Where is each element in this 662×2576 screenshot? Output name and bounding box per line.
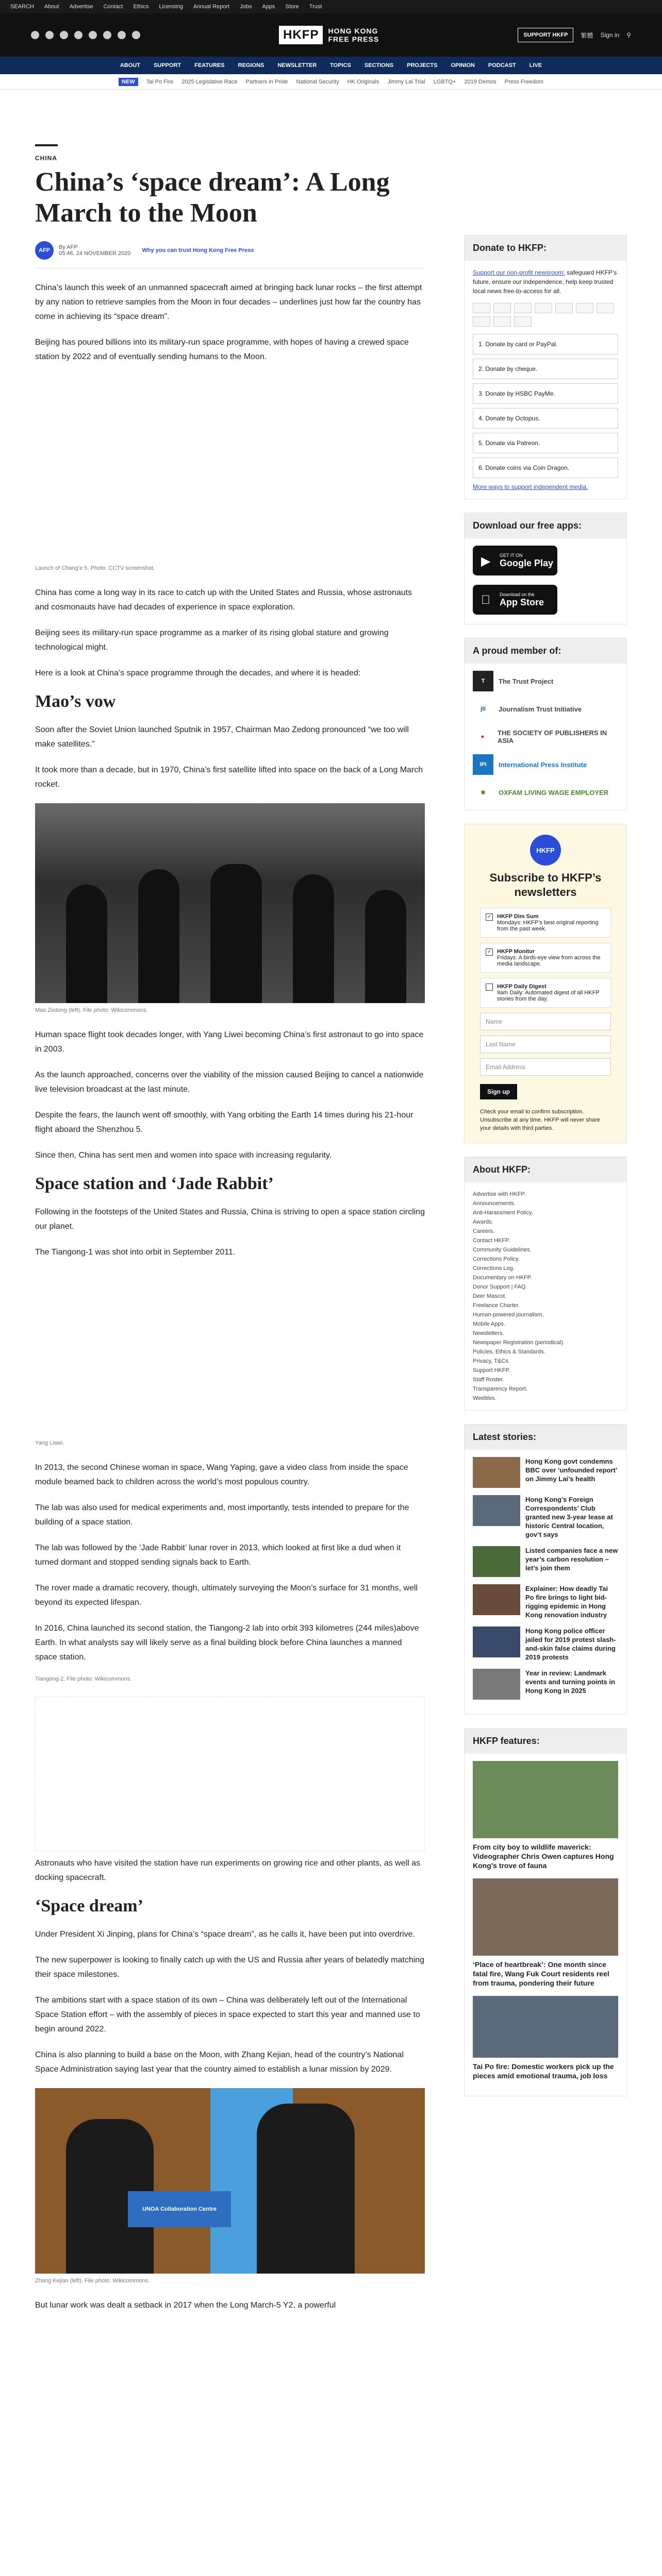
image-caption: Tiangong-2. File photo: Wikicommons.	[35, 1676, 132, 1682]
payment-logos	[473, 303, 618, 327]
story-thumbnail	[473, 1546, 520, 1577]
feature-story[interactable]: Tai Po fire: Domestic workers pick up the pieces amid emotional trauma, job loss	[473, 1996, 618, 2080]
newsletter-widget	[464, 824, 627, 1143]
section-heading: ‘Space dream’	[35, 1896, 143, 1916]
video-embed[interactable]	[35, 376, 425, 561]
article-category[interactable]: CHINA	[35, 155, 57, 162]
about-link[interactable]: Human-powered journalism.	[473, 1312, 544, 1318]
paragraph: Beijing has poured billions into its military-run space programme, with hopes of having a crewed space station by 2022 and of eventually sending humans to the Moon.	[35, 338, 409, 361]
nav-podcast[interactable]: PODCAST	[488, 62, 516, 69]
about-link[interactable]: Newsletters.	[473, 1330, 504, 1336]
topbar-ethics[interactable]: Ethics	[133, 4, 149, 10]
trending-link[interactable]: 2025 Legislative Race	[181, 78, 238, 85]
trending-link[interactable]: LGBTQ+	[433, 78, 456, 85]
about-link[interactable]: Careers.	[473, 1228, 495, 1234]
about-link[interactable]: Corrections Policy.	[473, 1256, 520, 1262]
trending-link[interactable]: Tai Po Fire	[146, 78, 174, 85]
story-thumbnail	[473, 1457, 520, 1488]
about-link[interactable]: Policies, Ethics & Standards.	[473, 1349, 545, 1355]
support-button[interactable]: SUPPORT HKFP	[518, 28, 573, 42]
image-caption: Mao Zedong (left). File photo: Wikicommons.	[35, 1007, 148, 1013]
logo-mark: HKFP	[279, 26, 323, 44]
features-widget	[464, 1728, 627, 2096]
top-utility-bar	[0, 0, 662, 13]
donate-intro: Support our non-profit newsroom: safeguard HKFP’s future, ensure our independence, help keep trusted local news free-to-access for all.	[473, 269, 617, 295]
nav-newsletter[interactable]: NEWSLETTER	[277, 62, 317, 69]
topbar-apps[interactable]: Apps	[262, 4, 275, 10]
mao-photo	[35, 803, 425, 1003]
topbar-about[interactable]: About	[44, 4, 59, 10]
about-link[interactable]: Contact HKFP.	[473, 1238, 510, 1244]
about-widget	[464, 1157, 627, 1411]
trending-bar	[0, 74, 662, 90]
about-link[interactable]: Community Guidelines.	[473, 1247, 532, 1253]
trending-link[interactable]: HK Originals	[347, 78, 379, 85]
newsletter-option-dim-sum[interactable]: ✓ HKFP Dim Sum Mondays: HKFP’s best original reporting from the past week.	[480, 908, 611, 938]
nav-support[interactable]: SUPPORT	[153, 62, 181, 69]
donate-title: Donate to HKFP:	[465, 235, 626, 261]
about-link[interactable]: Donor Support | FAQ.	[473, 1284, 527, 1290]
topbar-contact[interactable]: Contact	[103, 4, 123, 10]
story-thumbnail	[473, 1584, 520, 1615]
paragraph: Under President Xi Jinping, plans for China’s “space dream”, as he calls it, have been put into overdrive.	[35, 1930, 415, 1939]
feature-thumbnail	[473, 1878, 618, 1956]
paragraph: It took more than a decade, but in 1970, China’s first satellite lifted into space on the back of a Long March rocket.	[35, 766, 423, 789]
latest-story[interactable]: Hong Kong’s Foreign Correspondents’ Club granted new 3-year lease at historic Central location, gov’t says	[473, 1495, 618, 1539]
paragraph: Human space flight took decades longer, with Yang Liwei becoming China’s first astronaut to go into space in 2003.	[35, 1030, 424, 1054]
trust-project-logo[interactable]: T The Trust Project	[473, 671, 618, 691]
about-list	[465, 1182, 626, 1410]
paragraph: But lunar work was dealt a setback in 2017 when the Long March-5 Y2, a powerful	[35, 2301, 336, 2310]
newsletter-option-monitor[interactable]: ✓ HKFP Monitor Fridays: A birds-eye view from across the media landscape.	[480, 943, 611, 973]
rss-icon[interactable]	[132, 31, 140, 39]
latest-story[interactable]: Hong Kong police officer jailed for 2019 protest slash-and-skin false claims during 2019 protests	[473, 1626, 618, 1662]
latest-story[interactable]: Year in review: Landmark events and turning points in Hong Kong in 2025	[473, 1669, 618, 1700]
paragraph: China’s launch this week of an unmanned spacecraft aimed at bringing back lunar rocks – the first attempt by any nation to retrieve samples from the Moon in four decades – underlines just how far the country has come in achieving its “space dream”.	[35, 283, 422, 321]
paragraph: China has come a long way in its race to catch up with the United States and Russia, whose astronauts and cosmonauts have had decades of experience in space exploration.	[35, 588, 412, 612]
author-avatar: AFP	[35, 241, 54, 260]
section-heading: Space station and ‘Jade Rabbit’	[35, 1174, 274, 1193]
logo-text: HONG KONG FREE PRESS	[328, 27, 379, 43]
about-link[interactable]: Documentary on HKFP.	[473, 1275, 532, 1281]
about-link[interactable]: Weebles.	[473, 1395, 496, 1401]
nav-sections[interactable]: SECTIONS	[364, 62, 394, 69]
header-actions	[518, 28, 631, 42]
trending-link[interactable]: Partners in Pride	[245, 78, 288, 85]
paragraph: Here is a look at China’s space programme through the decades, and where it is headed:	[35, 669, 361, 677]
youtube-icon[interactable]	[74, 31, 82, 39]
donate-option[interactable]: 1. Donate by card or PayPal.	[473, 334, 618, 354]
newsletter-title: Subscribe to HKFP’s newsletters	[489, 871, 602, 899]
coin-icon	[514, 316, 532, 327]
unionpay-icon	[555, 303, 573, 313]
newsletter-option-daily-digest[interactable]: HKFP Daily Digest 9am Daily: Automated digest of all HKFP stories from the day.	[480, 978, 611, 1008]
embedded-content	[35, 1697, 425, 1851]
google-play-button[interactable]: ▶ GET IT ON Google Play	[473, 546, 557, 575]
main-navigation	[0, 57, 662, 74]
article-title: China’s ‘space dream’: A Long March to the Moon	[35, 167, 390, 228]
story-thumbnail	[473, 1495, 520, 1526]
new-badge: NEW	[119, 78, 138, 86]
about-link[interactable]: Support HKFP.	[473, 1367, 510, 1374]
about-link[interactable]: Corrections Log.	[473, 1265, 515, 1272]
nav-features[interactable]: FEATURES	[194, 62, 225, 69]
trending-link[interactable]: Jimmy Lai Trial	[387, 78, 425, 85]
paragraph: The rover made a dramatic recovery, though, ultimately surveying the Moon’s surface for 31 months, well beyond its expected lifespan.	[35, 1584, 418, 1607]
paragraph: The new superpower is looking to finally catch up with the US and Russia after years of belatedly matching their space milestones.	[35, 1956, 425, 1979]
paragraph: As the launch approached, concerns over the viability of the mission caused Beijing to cancel a nationwide live television broadcast at the last minute.	[35, 1071, 424, 1094]
nav-opinion[interactable]: OPINION	[451, 62, 475, 69]
patreon-icon	[493, 316, 511, 327]
checkbox-checked-icon[interactable]: ✓	[486, 913, 493, 921]
paypal-icon	[535, 303, 552, 313]
collaboration-board: UNOA Collaboration Centre	[128, 2191, 231, 2227]
paragraph: The Tiangong-1 was shot into orbit in September 2011.	[35, 1248, 236, 1257]
visa-icon	[493, 303, 511, 313]
features-title: HKFP features:	[465, 1728, 626, 1754]
trust-link[interactable]: Why you can trust Hong Kong Free Press	[142, 247, 254, 253]
search-icon[interactable]: ⚲	[626, 31, 631, 39]
latest-story[interactable]: Listed companies face a new year’s carbon resolution – let’s join them	[473, 1546, 618, 1577]
image-caption: Launch of Chang’e 5. Photo: CCTV screenshot.	[35, 565, 155, 571]
donate-option[interactable]: 6. Donate coins via Coin Dragon.	[473, 457, 618, 478]
topbar-trust[interactable]: Trust	[309, 4, 322, 10]
jti-logo[interactable]: jti Journalism Trust Initiative	[481, 705, 582, 713]
feature-story[interactable]: From city boy to wildlife maverick: Videographer Chris Owen captures Hong Kong’s trove of fauna	[473, 1761, 618, 1870]
image-caption: Zhang Kejian (left). File photo: Wikicommons.	[35, 2278, 150, 2284]
paragraph: Despite the fears, the launch went off smoothly, with Yang orbiting the Earth 14 times during his 21-hour flight aboard the Shenzhou 5.	[35, 1111, 413, 1134]
about-link[interactable]: Announcements.	[473, 1200, 516, 1207]
instagram-icon[interactable]	[60, 31, 68, 39]
publish-date: 05:46, 24 NOVEMBER 2020	[59, 250, 131, 257]
feature-story[interactable]: ‘Place of heartbreak’: One month since fatal fire, Wang Fuk Court residents reel from trauma, pondering their future	[473, 1878, 618, 1988]
paragraph: The lab was also used for medical experiments and, most importantly, tests intended to prepare for the building of a space station.	[35, 1503, 409, 1527]
apple-icon	[481, 593, 490, 607]
paragraph: In 2016, China launched its second station, the Tiangong-2 lab into orbit 393 kilometres (244 miles)above Earth. In what analysts say will likely serve as a final building block before China launches a manned space station.	[35, 1624, 419, 1662]
site-header	[0, 13, 662, 57]
newsletter-logo: HKFP	[530, 835, 561, 866]
paragraph: The ambitions start with a space station of its own – China was deliberately left out of the International Space Station effort – with the assembly of pieces in space expected to start this year and manned use to begin around 2022.	[35, 1996, 420, 2033]
jcb-icon	[576, 303, 593, 313]
donate-option[interactable]: 2. Donate by cheque.	[473, 359, 618, 379]
byline	[35, 241, 425, 268]
name-field[interactable]: Name	[480, 1013, 611, 1030]
signin-link[interactable]: Sign in	[600, 31, 620, 39]
article	[35, 144, 425, 2324]
trending-link[interactable]: 2019 Demos	[464, 78, 496, 85]
octopus-icon	[473, 316, 490, 327]
feature-thumbnail	[473, 1761, 618, 1838]
paragraph: Since then, China has sent men and women into space with increasing regularity.	[35, 1151, 332, 1160]
about-link[interactable]: Newspaper Registration (periodical).	[473, 1340, 565, 1346]
paragraph: The lab was followed by the ‘Jade Rabbit’ lunar rover in 2013, which looked at first like a dud when it turned dormant and stopped sending signals back to Earth.	[35, 1544, 401, 1567]
donate-intro-link[interactable]: Support our non-profit newsroom:	[473, 269, 565, 276]
about-link[interactable]: Deer Mascot.	[473, 1293, 507, 1299]
topbar-annual-report[interactable]: Annual Report	[193, 4, 230, 10]
yang-liwei-image	[35, 1271, 425, 1436]
apps-widget	[464, 513, 627, 624]
donate-option[interactable]: 4. Donate by Octopus.	[473, 408, 618, 429]
apps-title: Download our free apps:	[465, 513, 626, 538]
facebook-icon[interactable]	[31, 31, 39, 39]
checkbox-icon[interactable]	[486, 984, 493, 991]
about-link[interactable]: Advertise with HKFP.	[473, 1191, 526, 1197]
newsletter-note: Check your email to confirm subscription. Unsubscribe at any time. HKFP will never share your details with third parties.	[480, 1109, 600, 1131]
about-link[interactable]: Privacy, T&Cs.	[473, 1358, 510, 1364]
language-toggle[interactable]: 繁體	[581, 31, 593, 39]
linkedin-icon[interactable]	[89, 31, 97, 39]
category-rule	[35, 144, 58, 146]
nav-topics[interactable]: TOPICS	[330, 62, 351, 69]
paragraph: Following in the footsteps of the United States and Russia, China is striving to open a space station circling our planet.	[35, 1208, 425, 1231]
threads-icon[interactable]	[103, 31, 111, 39]
section-heading: Mao’s vow	[35, 692, 116, 711]
zhang-kejian-photo	[35, 2088, 425, 2274]
mastercard-icon	[473, 303, 490, 313]
topbar-search[interactable]: SEARCH	[10, 4, 34, 10]
trending-link[interactable]: Press Freedom	[504, 78, 543, 85]
membership-title: A proud member of:	[465, 638, 626, 664]
oxfam-logo[interactable]: ✱ OXFAM LIVING WAGE EMPLOYER	[481, 788, 609, 796]
author-name[interactable]: By AFP	[59, 244, 78, 250]
latest-title: Latest stories:	[465, 1425, 626, 1450]
app-store-button[interactable]: Download on the App Store	[473, 585, 557, 615]
topbar-store[interactable]: Store	[285, 4, 299, 10]
signup-button[interactable]: Sign up	[480, 1084, 517, 1099]
paragraph: Beijing sees its military-run space programme as a marker of its rising global stature and growing technological might.	[35, 629, 389, 652]
payme-icon	[597, 303, 614, 313]
nav-regions[interactable]: REGIONS	[238, 62, 264, 69]
paragraph: In 2013, the second Chinese woman in space, Wang Yaping, gave a video class from inside the space module beamed back to children across the world’s most populous country.	[35, 1463, 408, 1486]
ipi-logo[interactable]: IPI International Press Institute	[473, 754, 618, 775]
donate-option[interactable]: 5. Donate via Patreon.	[473, 433, 618, 453]
story-thumbnail	[473, 1626, 520, 1657]
telegram-icon[interactable]	[118, 31, 126, 39]
paragraph: China is also planning to build a base on the Moon, with Zhang Kejian, head of the country’s National Space Administration saying last year that the country aimed to establish a lunar mission by 2029.	[35, 2050, 404, 2074]
nav-live[interactable]: LIVE	[529, 62, 542, 69]
topbar-advertise[interactable]: Advertise	[69, 4, 93, 10]
trending-link[interactable]: National Security	[296, 78, 339, 85]
about-link[interactable]: Freelance Charter.	[473, 1302, 520, 1309]
nav-about[interactable]: ABOUT	[120, 62, 140, 69]
nav-projects[interactable]: PROJECTS	[407, 62, 438, 69]
byline-text	[59, 244, 130, 257]
latest-story[interactable]: Explainer: How deadly Tai Po fire brings to light bid-rigging epidemic in Hong Kong renovation industry	[473, 1584, 618, 1619]
about-link[interactable]: Mobile Apps.	[473, 1321, 505, 1327]
google-play-icon: ▶	[481, 554, 491, 568]
feature-thumbnail	[473, 1996, 618, 2058]
membership-widget	[464, 638, 627, 810]
about-link[interactable]: Transparency Report.	[473, 1386, 527, 1392]
topbar-jobs[interactable]: Jobs	[240, 4, 252, 10]
sopa-logo[interactable]: ● THE SOCIETY OF PUBLISHERS IN ASIA	[481, 729, 607, 744]
email-field[interactable]: Email Address	[480, 1058, 611, 1076]
paragraph: Soon after the Soviet Union launched Sputnik in 1957, Chairman Mao Zedong pronounced “we too will make satellites.”	[35, 725, 409, 749]
more-ways-link[interactable]: More ways to support independent media.	[473, 483, 588, 490]
donate-option[interactable]: 3. Donate by HSBC PayMe.	[473, 383, 618, 404]
story-thumbnail	[473, 1669, 520, 1700]
about-link[interactable]: Anti-Harassment Policy.	[473, 1210, 533, 1216]
amex-icon	[514, 303, 532, 313]
about-link[interactable]: Awards.	[473, 1219, 493, 1225]
x-icon[interactable]	[45, 31, 54, 39]
donate-widget	[464, 235, 627, 499]
latest-widget	[464, 1424, 627, 1715]
topbar-licensing[interactable]: Licensing	[159, 4, 183, 10]
last-name-field[interactable]: Last Name	[480, 1036, 611, 1053]
checkbox-checked-icon[interactable]: ✓	[486, 948, 493, 956]
about-title: About HKFP:	[465, 1157, 626, 1182]
paragraph: Astronauts who have visited the station have run experiments on growing rice and other plants, as well as docking spacecraft.	[35, 1859, 421, 1882]
image-caption: Yang Liwei.	[35, 1440, 64, 1446]
about-link[interactable]: Staff Roster.	[473, 1377, 504, 1383]
site-logo[interactable]	[279, 26, 379, 44]
sidebar	[464, 235, 627, 2110]
social-links	[31, 31, 140, 39]
latest-story[interactable]: Hong Kong govt condemns BBC over ‘unfounded report’ on Jimmy Lai’s health	[473, 1457, 618, 1488]
